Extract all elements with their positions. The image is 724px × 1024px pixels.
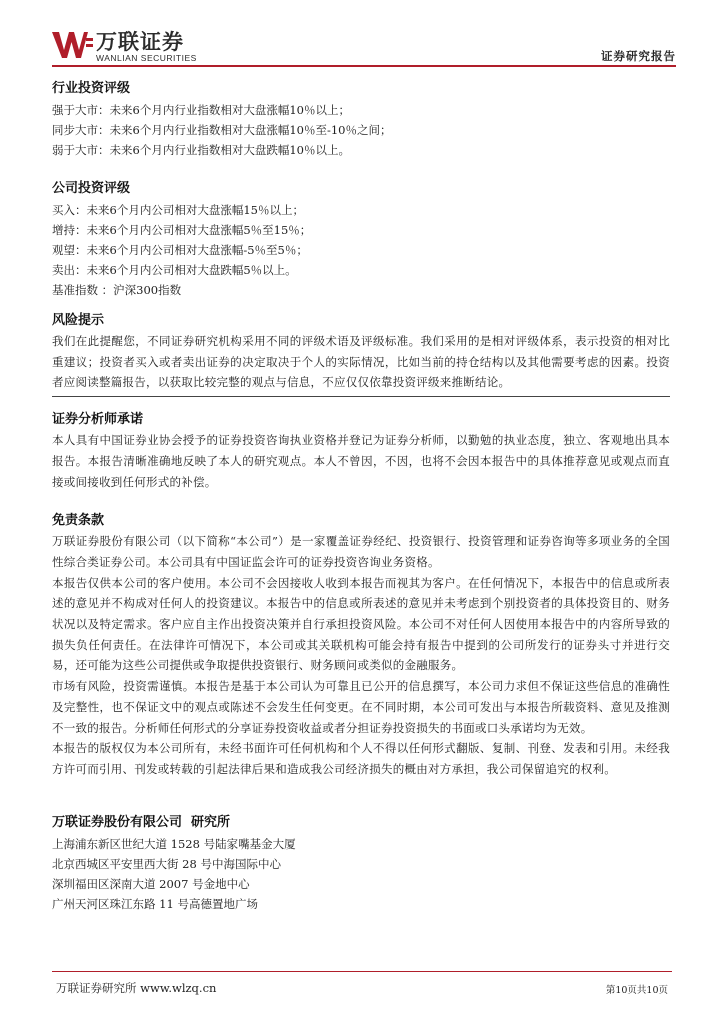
- report-type-label: 证券研究报告: [601, 49, 676, 63]
- section-title: 公司投资评级: [52, 181, 131, 196]
- risk-section: [52, 312, 670, 393]
- logo-chinese-name: 万联证券: [96, 30, 184, 54]
- rating-line: 观望：未来6个月内公司相对大盘涨幅-5％至5％；: [52, 243, 308, 257]
- address-line: 广州天河区珠江东路 11 号高德置地广场: [52, 896, 258, 911]
- disclaimer-paragraph: 本报告的版权仅为本公司所有，未经书面许可任何机构和个人不得以任何形式翻版、复制、刊登、发表和引用。未经我方许可而引用、刊发或转载的引起法律后果和造成我公司经济损失的概由对方承担，我公司保留追究的权利。: [52, 741, 670, 776]
- rating-line: 卖出：未来6个月内公司相对大盘跌幅5％以上。: [52, 263, 297, 277]
- section-title: 行业投资评级: [52, 81, 131, 96]
- analyst-section: [52, 411, 670, 492]
- company-name: 万联证券股份有限公司 研究所: [52, 814, 231, 830]
- analyst-text: 本人具有中国证券业协会授予的证券投资咨询执业资格并登记为证券分析师，以勤勉的执业态度，独立、客观地出具本报告。本报告清晰准确地反映了本人的研究观点。本人不曾因，不因，也将不会因本报告中的具体推荐意见或观点而直接或间接收到任何形式的补偿。: [52, 433, 670, 489]
- section-divider: [52, 396, 670, 397]
- address-line: 北京西城区平安里西大街 28 号中海国际中心: [52, 856, 281, 871]
- address-line: 深圳福田区深南大道 2007 号金地中心: [52, 876, 250, 891]
- industry-rating-section: [52, 80, 670, 160]
- disclaimer-paragraph: 市场有风险，投资需谨慎。本报告是基于本公司认为可靠且已公开的信息撰写，本公司力求但不保证这些信息的准确性及完整性，也不保证文中的观点或陈述不会发生任何变更。在不同时期，本公司可发出与本报告所载资料、意见及推测不一致的报告。分析师任何形式的分享证券投资收益或者分担证券投资损失的书面或口头承诺均为无效。: [52, 679, 670, 735]
- page-number: 第10页共10页: [605, 985, 668, 996]
- footer-source: 万联证券研究所 www.wlzq.cn: [56, 981, 217, 995]
- company-logo: [52, 30, 197, 64]
- risk-text: 我们在此提醒您，不同证券研究机构采用不同的评级术语及评级标准。我们采用的是相对评级体系，表示投资的相对比重建议；投资者买入或者卖出证券的决定取决于个人的实际情况，比如当前的持仓结构以及其他需要考虑的因素。投资者应阅读整篇报告，以获取比较完整的观点与信息，不应仅仅依靠投资评级来推断结论。: [52, 334, 670, 390]
- logo-english-name: WANLIAN SECURITIES: [96, 53, 197, 63]
- section-title: 免责条款: [52, 513, 105, 529]
- company-address-section: [52, 814, 670, 914]
- header-divider: [52, 65, 676, 67]
- page-content: [52, 76, 670, 914]
- page-header: [52, 30, 676, 64]
- benchmark-index: 基准指数 ：沪深300指数: [52, 283, 182, 297]
- section-title: 风险提示: [52, 313, 105, 328]
- footer-divider: [52, 971, 672, 972]
- section-title: 证券分析师承诺: [52, 412, 144, 428]
- rating-line: 同步大市：未来6个月内行业指数相对大盘涨幅10％至-10％之间；: [52, 123, 392, 137]
- rating-line: 增持：未来6个月内公司相对大盘涨幅5％至15％；: [52, 223, 312, 237]
- rating-line: 弱于大市：未来6个月内行业指数相对大盘跌幅10％以上。: [52, 143, 350, 157]
- disclaimer-paragraph: 本报告仅供本公司的客户使用。本公司不会因接收人收到本报告而视其为客户。在任何情况下，本报告中的信息或所表述的意见并不构成对任何人的投资建议。本报告中的信息或所表述的意见并未考虑到个别投资者的具体投资目的、财务状况以及特定需求。客户应自主作出投资决策并自行承担投资风险。本公司不对任何人因使用本报告中的内容所导致的损失负任何责任。在法律许可情况下，本公司或其关联机构可能会持有报告中提到的公司所发行的证券头寸并进行交易，还可能为这些公司提供或争取提供投资银行、财务顾问或类似的金融服务。: [52, 575, 670, 673]
- company-rating-section: [52, 180, 670, 300]
- rating-line: 买入：未来6个月内公司相对大盘涨幅15％以上；: [52, 203, 304, 217]
- disclaimer-paragraph: 万联证券股份有限公司（以下简称“本公司”）是一家覆盖证券经纪、投资银行、投资管理和证券咨询等多项业务的全国性综合类证券公司。本公司具有中国证监会许可的证券投资咨询业务资格。: [52, 534, 670, 569]
- disclaimer-section: [52, 512, 670, 779]
- address-line: 上海浦东新区世纪大道 1528 号陆家嘴基金大厦: [52, 836, 296, 851]
- rating-line: 强于大市：未来6个月内行业指数相对大盘涨幅10％以上；: [52, 103, 350, 117]
- wanlian-logo-icon: [52, 30, 94, 60]
